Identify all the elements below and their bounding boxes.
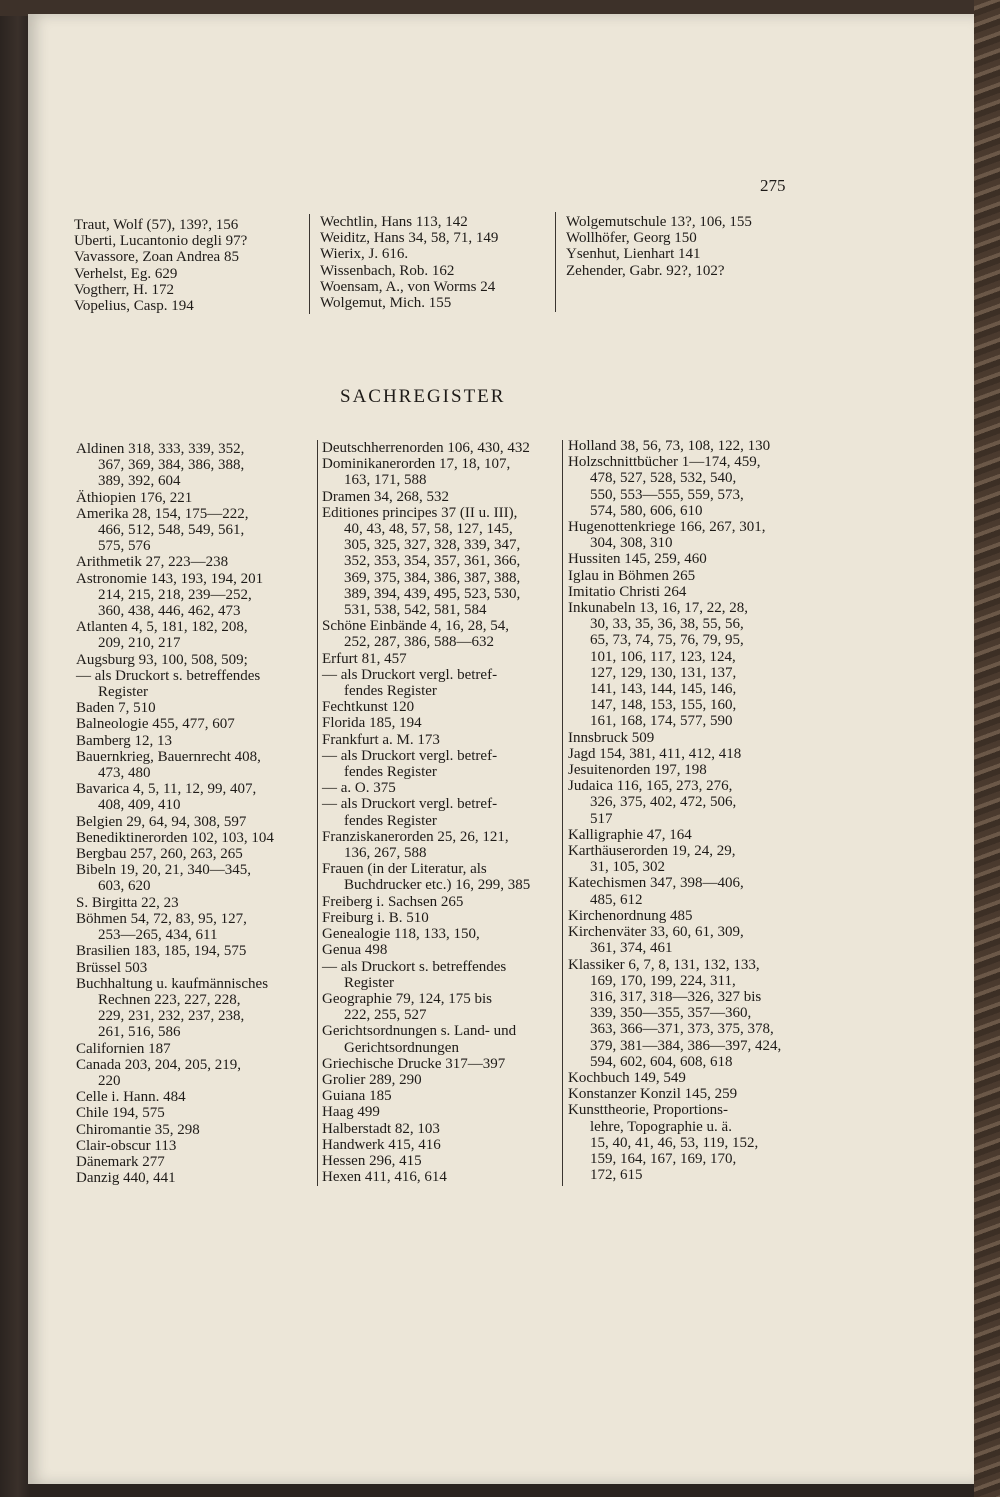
subject-index-continuation: 574, 580, 606, 610 <box>590 502 703 519</box>
subject-index-continuation: 531, 538, 542, 581, 584 <box>344 602 487 619</box>
subject-index-entry: Schöne Einbände 4, 16, 28, 54, <box>322 618 510 635</box>
column-separator <box>555 212 556 312</box>
subject-index-entry: Editiones principes 37 (II u. III), <box>322 504 518 521</box>
subject-index-continuation: Buchdrucker etc.) 16, 299, 385 <box>344 877 531 894</box>
subject-index-continuation: 252, 287, 386, 588—632 <box>344 634 494 651</box>
subject-index-continuation: 326, 375, 402, 472, 506, <box>590 794 737 811</box>
subject-index-continuation: 127, 129, 130, 131, 137, <box>590 664 737 681</box>
subject-index-entry: — als Druckort s. betreffendes <box>76 667 261 684</box>
name-index-entry: Wierix, J. 616. <box>320 246 409 263</box>
name-index-entry: Vavassore, Zoan Andrea 85 <box>74 249 239 266</box>
subject-index-entry: Kunsttheorie, Proportions- <box>568 1102 728 1119</box>
subject-index-entry: Chile 194, 575 <box>76 1105 165 1122</box>
subject-index-entry: Aldinen 318, 333, 339, 352, <box>76 441 245 457</box>
subject-index-continuation: fendes Register <box>344 812 437 829</box>
subject-index-entry: — a. O. 375 <box>322 780 396 797</box>
name-index-entry: Zehender, Gabr. 92?, 102? <box>566 262 725 279</box>
name-index-entry: Wollhöfer, Georg 150 <box>566 230 697 247</box>
subject-index-continuation: 603, 620 <box>98 878 151 895</box>
subject-index-continuation: fendes Register <box>344 764 437 781</box>
subject-index-continuation: 352, 353, 354, 357, 361, 366, <box>344 553 521 570</box>
subject-index-continuation: Gerichtsordnungen <box>344 1039 459 1056</box>
subject-index-entry: Genua 498 <box>322 942 388 959</box>
subject-index-continuation: Register <box>98 684 148 701</box>
name-index-entry: Vogtherr, H. 172 <box>74 281 174 298</box>
subject-index-entry: Celle i. Hann. 484 <box>76 1089 186 1106</box>
subject-index-entry: Griechische Drucke 317—397 <box>322 1055 506 1072</box>
name-index-column-2 <box>320 214 550 311</box>
subject-index-continuation: Register <box>344 974 394 991</box>
subject-index-continuation: 369, 375, 384, 386, 387, 388, <box>344 569 521 586</box>
subject-index-entry: Iglau in Böhmen 265 <box>568 567 696 584</box>
name-index-entry: Traut, Wolf (57), 139?, 156 <box>74 217 239 233</box>
subject-index-entry: Brasilien 183, 185, 194, 575 <box>76 943 247 960</box>
subject-index-column-1 <box>76 441 310 1186</box>
subject-index-continuation: 367, 369, 384, 386, 388, <box>98 457 245 474</box>
subject-index-entry: Böhmen 54, 72, 83, 95, 127, <box>76 910 247 927</box>
subject-index-entry: Fechtkunst 120 <box>322 699 415 716</box>
subject-index-continuation: 261, 516, 586 <box>98 1024 181 1041</box>
subject-index-continuation: 31, 105, 302 <box>590 859 665 876</box>
subject-index-entry: Kirchenordnung 485 <box>568 907 693 924</box>
subject-index-entry: Gerichtsordnungen s. Land- und <box>322 1023 517 1040</box>
subject-index-continuation: 159, 164, 167, 169, 170, <box>590 1150 737 1167</box>
subject-index-continuation: 169, 170, 199, 224, 311, <box>590 972 736 989</box>
subject-index-continuation: 172, 615 <box>590 1167 643 1184</box>
subject-index-continuation: 30, 33, 35, 36, 38, 55, 56, <box>590 616 744 633</box>
subject-index-entry: Dominikanerorden 17, 18, 107, <box>322 456 511 473</box>
subject-index-continuation: 253—265, 434, 611 <box>98 927 218 944</box>
subject-index-continuation: 214, 215, 218, 239—252, <box>98 586 252 603</box>
subject-index-continuation: lehre, Topographie u. ä. <box>590 1118 732 1135</box>
column-separator <box>562 440 563 1186</box>
subject-index-entry: Holland 38, 56, 73, 108, 122, 130 <box>568 438 771 454</box>
subject-index-entry: Amerika 28, 154, 175—222, <box>76 505 249 522</box>
subject-index-entry: Jesuitenorden 197, 198 <box>568 762 707 779</box>
subject-index-entry: Clair-obscur 113 <box>76 1137 177 1154</box>
subject-index-continuation: 305, 325, 327, 328, 339, 347, <box>344 537 521 554</box>
subject-index-continuation: 473, 480 <box>98 765 151 782</box>
name-index-entry: Verhelst, Eg. 629 <box>74 265 178 282</box>
subject-index-entry: Katechismen 347, 398—406, <box>568 875 744 892</box>
subject-index-entry: Frauen (in der Literatur, als <box>322 861 487 878</box>
subject-index-entry: Hugenottenkriege 166, 267, 301, <box>568 519 766 536</box>
page-number: 275 <box>760 176 786 195</box>
subject-index-continuation: 161, 168, 174, 577, 590 <box>590 713 733 730</box>
book-cover-edge <box>974 0 1000 1497</box>
subject-index-entry: Hessen 296, 415 <box>322 1152 422 1169</box>
subject-index-entry: — als Druckort s. betreffendes <box>322 958 507 975</box>
subject-index-entry: Danzig 440, 441 <box>76 1170 176 1187</box>
subject-index-continuation: 575, 576 <box>98 538 151 555</box>
subject-index-entry: — als Druckort vergl. betref- <box>322 666 498 683</box>
subject-index-entry: Halberstadt 82, 103 <box>322 1120 440 1137</box>
subject-index-entry: — als Druckort vergl. betref- <box>322 796 498 813</box>
name-index-entry: Uberti, Lucantonio degli 97? <box>74 233 248 250</box>
subject-index-continuation: 478, 527, 528, 532, 540, <box>590 470 737 487</box>
name-index-entry: Wolgemutschule 13?, 106, 155 <box>566 214 752 230</box>
subject-index-entry: Freiberg i. Sachsen 265 <box>322 893 464 910</box>
subject-index-continuation: 517 <box>590 810 613 827</box>
subject-index-entry: Kalligraphie 47, 164 <box>568 826 692 843</box>
subject-index-continuation: 101, 106, 117, 123, 124, <box>590 648 736 665</box>
subject-index-entry: Klassiker 6, 7, 8, 131, 132, 133, <box>568 956 760 973</box>
name-index-entry: Wolgemut, Mich. 155 <box>320 295 452 312</box>
subject-index-entry: Äthiopien 176, 221 <box>76 489 193 506</box>
subject-index-entry: Atlanten 4, 5, 181, 182, 208, <box>76 619 248 636</box>
subject-index-entry: Benediktinerorden 102, 103, 104 <box>76 829 274 846</box>
subject-index-continuation: 141, 143, 144, 145, 146, <box>590 681 737 698</box>
column-separator <box>309 214 310 314</box>
subject-index-entry: Grolier 289, 290 <box>322 1071 422 1088</box>
subject-index-entry: Imitatio Christi 264 <box>568 583 687 600</box>
subject-index-entry: Kirchenväter 33, 60, 61, 309, <box>568 924 744 941</box>
subject-index-continuation: 361, 374, 461 <box>590 940 673 957</box>
subject-index-continuation: 408, 409, 410 <box>98 797 181 814</box>
subject-index-entry: Judaica 116, 165, 273, 276, <box>568 778 733 795</box>
name-index-entry: Wissenbach, Rob. 162 <box>320 262 455 279</box>
subject-index-column-3 <box>568 438 808 1183</box>
subject-index-entry: Californien 187 <box>76 1040 171 1057</box>
subject-index-entry: Dänemark 277 <box>76 1153 165 1170</box>
subject-index-entry: Augsburg 93, 100, 508, 509; <box>76 651 248 668</box>
subject-index-entry: Bamberg 12, 13 <box>76 732 172 749</box>
subject-index-continuation: 316, 317, 318—326, 327 bis <box>590 988 762 1005</box>
subject-index-continuation: 222, 255, 527 <box>344 1007 427 1024</box>
subject-index-entry: Buchhaltung u. kaufmännisches <box>76 975 269 992</box>
subject-index-entry: S. Birgitta 22, 23 <box>76 894 179 911</box>
subject-index-continuation: 389, 394, 439, 495, 523, 530, <box>344 585 521 602</box>
name-index-entry: Wechtlin, Hans 113, 142 <box>320 214 468 230</box>
subject-index-entry: Innsbruck 509 <box>568 729 655 746</box>
subject-index-entry: Jagd 154, 381, 411, 412, 418 <box>568 745 742 762</box>
subject-index-continuation: 15, 40, 41, 46, 53, 119, 152, <box>590 1134 759 1151</box>
subject-index-entry: Konstanzer Konzil 145, 259 <box>568 1086 738 1103</box>
name-index-column-1 <box>74 217 302 314</box>
subject-index-continuation: 466, 512, 548, 549, 561, <box>98 522 245 539</box>
subject-index-entry: Brüssel 503 <box>76 959 148 976</box>
subject-index-continuation: Rechnen 223, 227, 228, <box>98 991 241 1008</box>
subject-index-entry: Inkunabeln 13, 16, 17, 22, 28, <box>568 600 748 617</box>
name-index-entry: Woensam, A., von Worms 24 <box>320 278 496 295</box>
subject-index-continuation: 363, 366—371, 373, 375, 378, <box>590 1021 774 1038</box>
subject-index-entry: Chiromantie 35, 298 <box>76 1121 200 1138</box>
name-index-entry: Vopelius, Casp. 194 <box>74 298 194 315</box>
subject-index-entry: Balneologie 455, 477, 607 <box>76 716 235 733</box>
subject-index-continuation: fendes Register <box>344 683 437 700</box>
subject-index-continuation: 229, 231, 232, 237, 238, <box>98 1008 245 1025</box>
subject-index-entry: Haag 499 <box>322 1104 380 1121</box>
subject-index-entry: Florida 185, 194 <box>322 715 422 732</box>
subject-index-entry: Hussiten 145, 259, 460 <box>568 551 707 568</box>
subject-index-continuation: 136, 267, 588 <box>344 845 427 862</box>
subject-index-entry: Erfurt 81, 457 <box>322 650 407 667</box>
section-heading: SACHREGISTER <box>340 386 506 407</box>
subject-index-entry: Arithmetik 27, 223—238 <box>76 554 229 571</box>
name-index-entry: Ysenhut, Lienhart 141 <box>566 246 701 263</box>
subject-index-entry: Kochbuch 149, 549 <box>568 1069 686 1086</box>
subject-index-entry: Geographie 79, 124, 175 bis <box>322 990 492 1007</box>
subject-index-continuation: 360, 438, 446, 462, 473 <box>98 603 241 620</box>
subject-index-entry: Hexen 411, 416, 614 <box>322 1169 447 1186</box>
subject-index-entry: Holzschnittbücher 1—174, 459, <box>568 454 761 471</box>
subject-index-continuation: 209, 210, 217 <box>98 635 181 652</box>
subject-index-entry: Canada 203, 204, 205, 219, <box>76 1056 241 1073</box>
subject-index-entry: Handwerk 415, 416 <box>322 1136 441 1153</box>
subject-index-continuation: 594, 602, 604, 608, 618 <box>590 1053 733 1070</box>
subject-index-continuation: 220 <box>98 1072 121 1089</box>
subject-index-entry: — als Druckort vergl. betref- <box>322 747 498 764</box>
column-separator <box>317 440 318 1186</box>
subject-index-continuation: 485, 612 <box>590 891 643 908</box>
subject-index-entry: Belgien 29, 64, 94, 308, 597 <box>76 813 247 830</box>
subject-index-continuation: 550, 553—555, 559, 573, <box>590 486 744 503</box>
subject-index-continuation: 304, 308, 310 <box>590 535 673 552</box>
subject-index-entry: Bergbau 257, 260, 263, 265 <box>76 846 243 863</box>
subject-index-entry: Genealogie 118, 133, 150, <box>322 926 480 943</box>
subject-index-continuation: 40, 43, 48, 57, 58, 127, 145, <box>344 521 513 538</box>
subject-index-entry: Frankfurt a. M. 173 <box>322 731 440 748</box>
subject-index-continuation: 389, 392, 604 <box>98 473 181 490</box>
subject-index-entry: Baden 7, 510 <box>76 700 156 717</box>
subject-index-entry: Karthäuserorden 19, 24, 29, <box>568 843 736 860</box>
subject-index-entry: Bauernkrieg, Bauernrecht 408, <box>76 748 261 765</box>
subject-index-entry: Deutschherrenorden 106, 430, 432 <box>322 440 530 456</box>
subject-index-continuation: 339, 350—355, 357—360, <box>590 1005 752 1022</box>
subject-index-entry: Bavarica 4, 5, 11, 12, 99, 407, <box>76 781 257 798</box>
name-index-column-3 <box>566 214 796 279</box>
subject-index-column-2 <box>322 440 558 1185</box>
name-index-entry: Weiditz, Hans 34, 58, 71, 149 <box>320 230 499 247</box>
subject-index-continuation: 379, 381—384, 386—397, 424, <box>590 1037 782 1054</box>
subject-index-continuation: 147, 148, 153, 155, 160, <box>590 697 737 714</box>
subject-index-entry: Bibeln 19, 20, 21, 340—345, <box>76 862 251 879</box>
subject-index-entry: Astronomie 143, 193, 194, 201 <box>76 570 264 587</box>
subject-index-continuation: 163, 171, 588 <box>344 472 427 489</box>
subject-index-continuation: 65, 73, 74, 75, 76, 79, 95, <box>590 632 744 649</box>
subject-index-entry: Dramen 34, 268, 532 <box>322 488 450 505</box>
subject-index-entry: Guiana 185 <box>322 1088 392 1105</box>
subject-index-entry: Freiburg i. B. 510 <box>322 909 429 926</box>
subject-index-entry: Franziskanerorden 25, 26, 121, <box>322 828 509 845</box>
